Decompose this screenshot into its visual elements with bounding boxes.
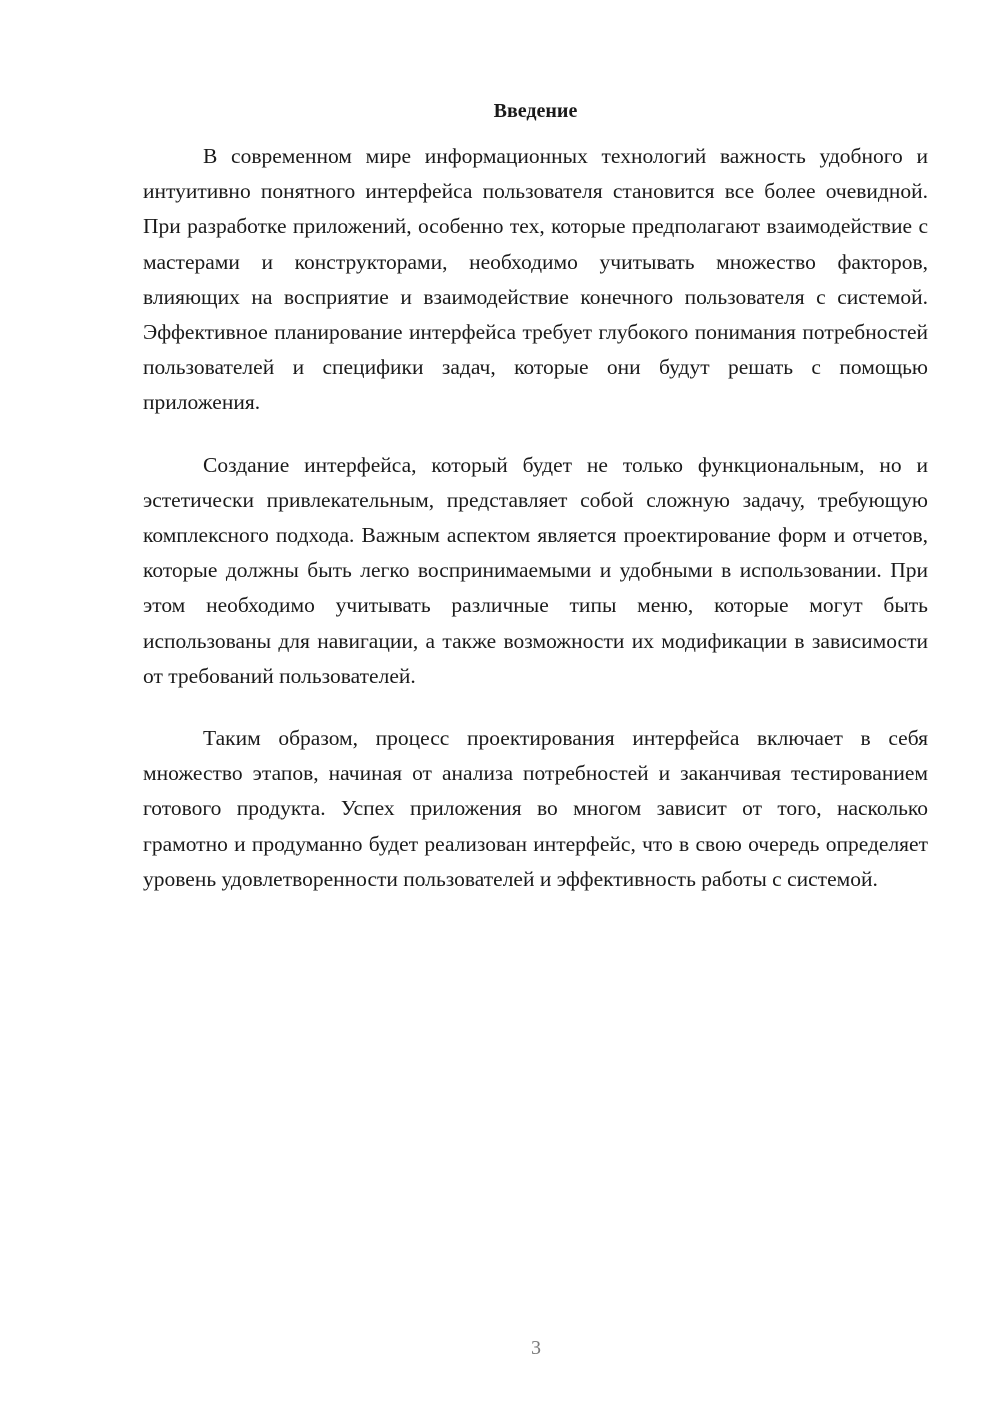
paragraph-1: В современном мире информационных технологий важность удобного и интуитивно понятного интерфейса пользователя становится все более очевидной. При разработке приложений, особенно тех, которые предполагают взаимодействие с мастерами и конструкторами, необходимо учитывать множество факторов, влияющих на восприятие и взаимодействие конечного пользователя с системой. Эффективное планирование интерфейса требует глубокого понимания потребностей пользователей и специфики задач, которые они будут решать с помощью приложения. <box>143 144 928 415</box>
section-title: Введение <box>493 100 578 122</box>
page-content <box>143 96 928 924</box>
page-number: 3 <box>531 1337 541 1359</box>
paragraph-3: Таким образом, процесс проектирования интерфейса включает в себя множество этапов, начиная от анализа потребностей и заканчивая тестированием готового продукта. Успех приложения во многом зависит от того, насколько грамотно и продуманно будет реализован интерфейс, что в свою очередь определяет уровень удовлетворенности пользователей и эффективность работы с системой. <box>143 726 928 891</box>
paragraph-2: Создание интерфейса, который будет не только функциональным, но и эстетически привлекательным, представляет собой сложную задачу, требующую комплексного подхода. Важным аспектом является проектирование форм и отчетов, которые должны быть легко воспринимаемыми и удобными в использовании. При этом необходимо учитывать различные типы меню, которые могут быть использованы для навигации, а также возможности их модификации в зависимости от требований пользователей. <box>143 452 928 688</box>
